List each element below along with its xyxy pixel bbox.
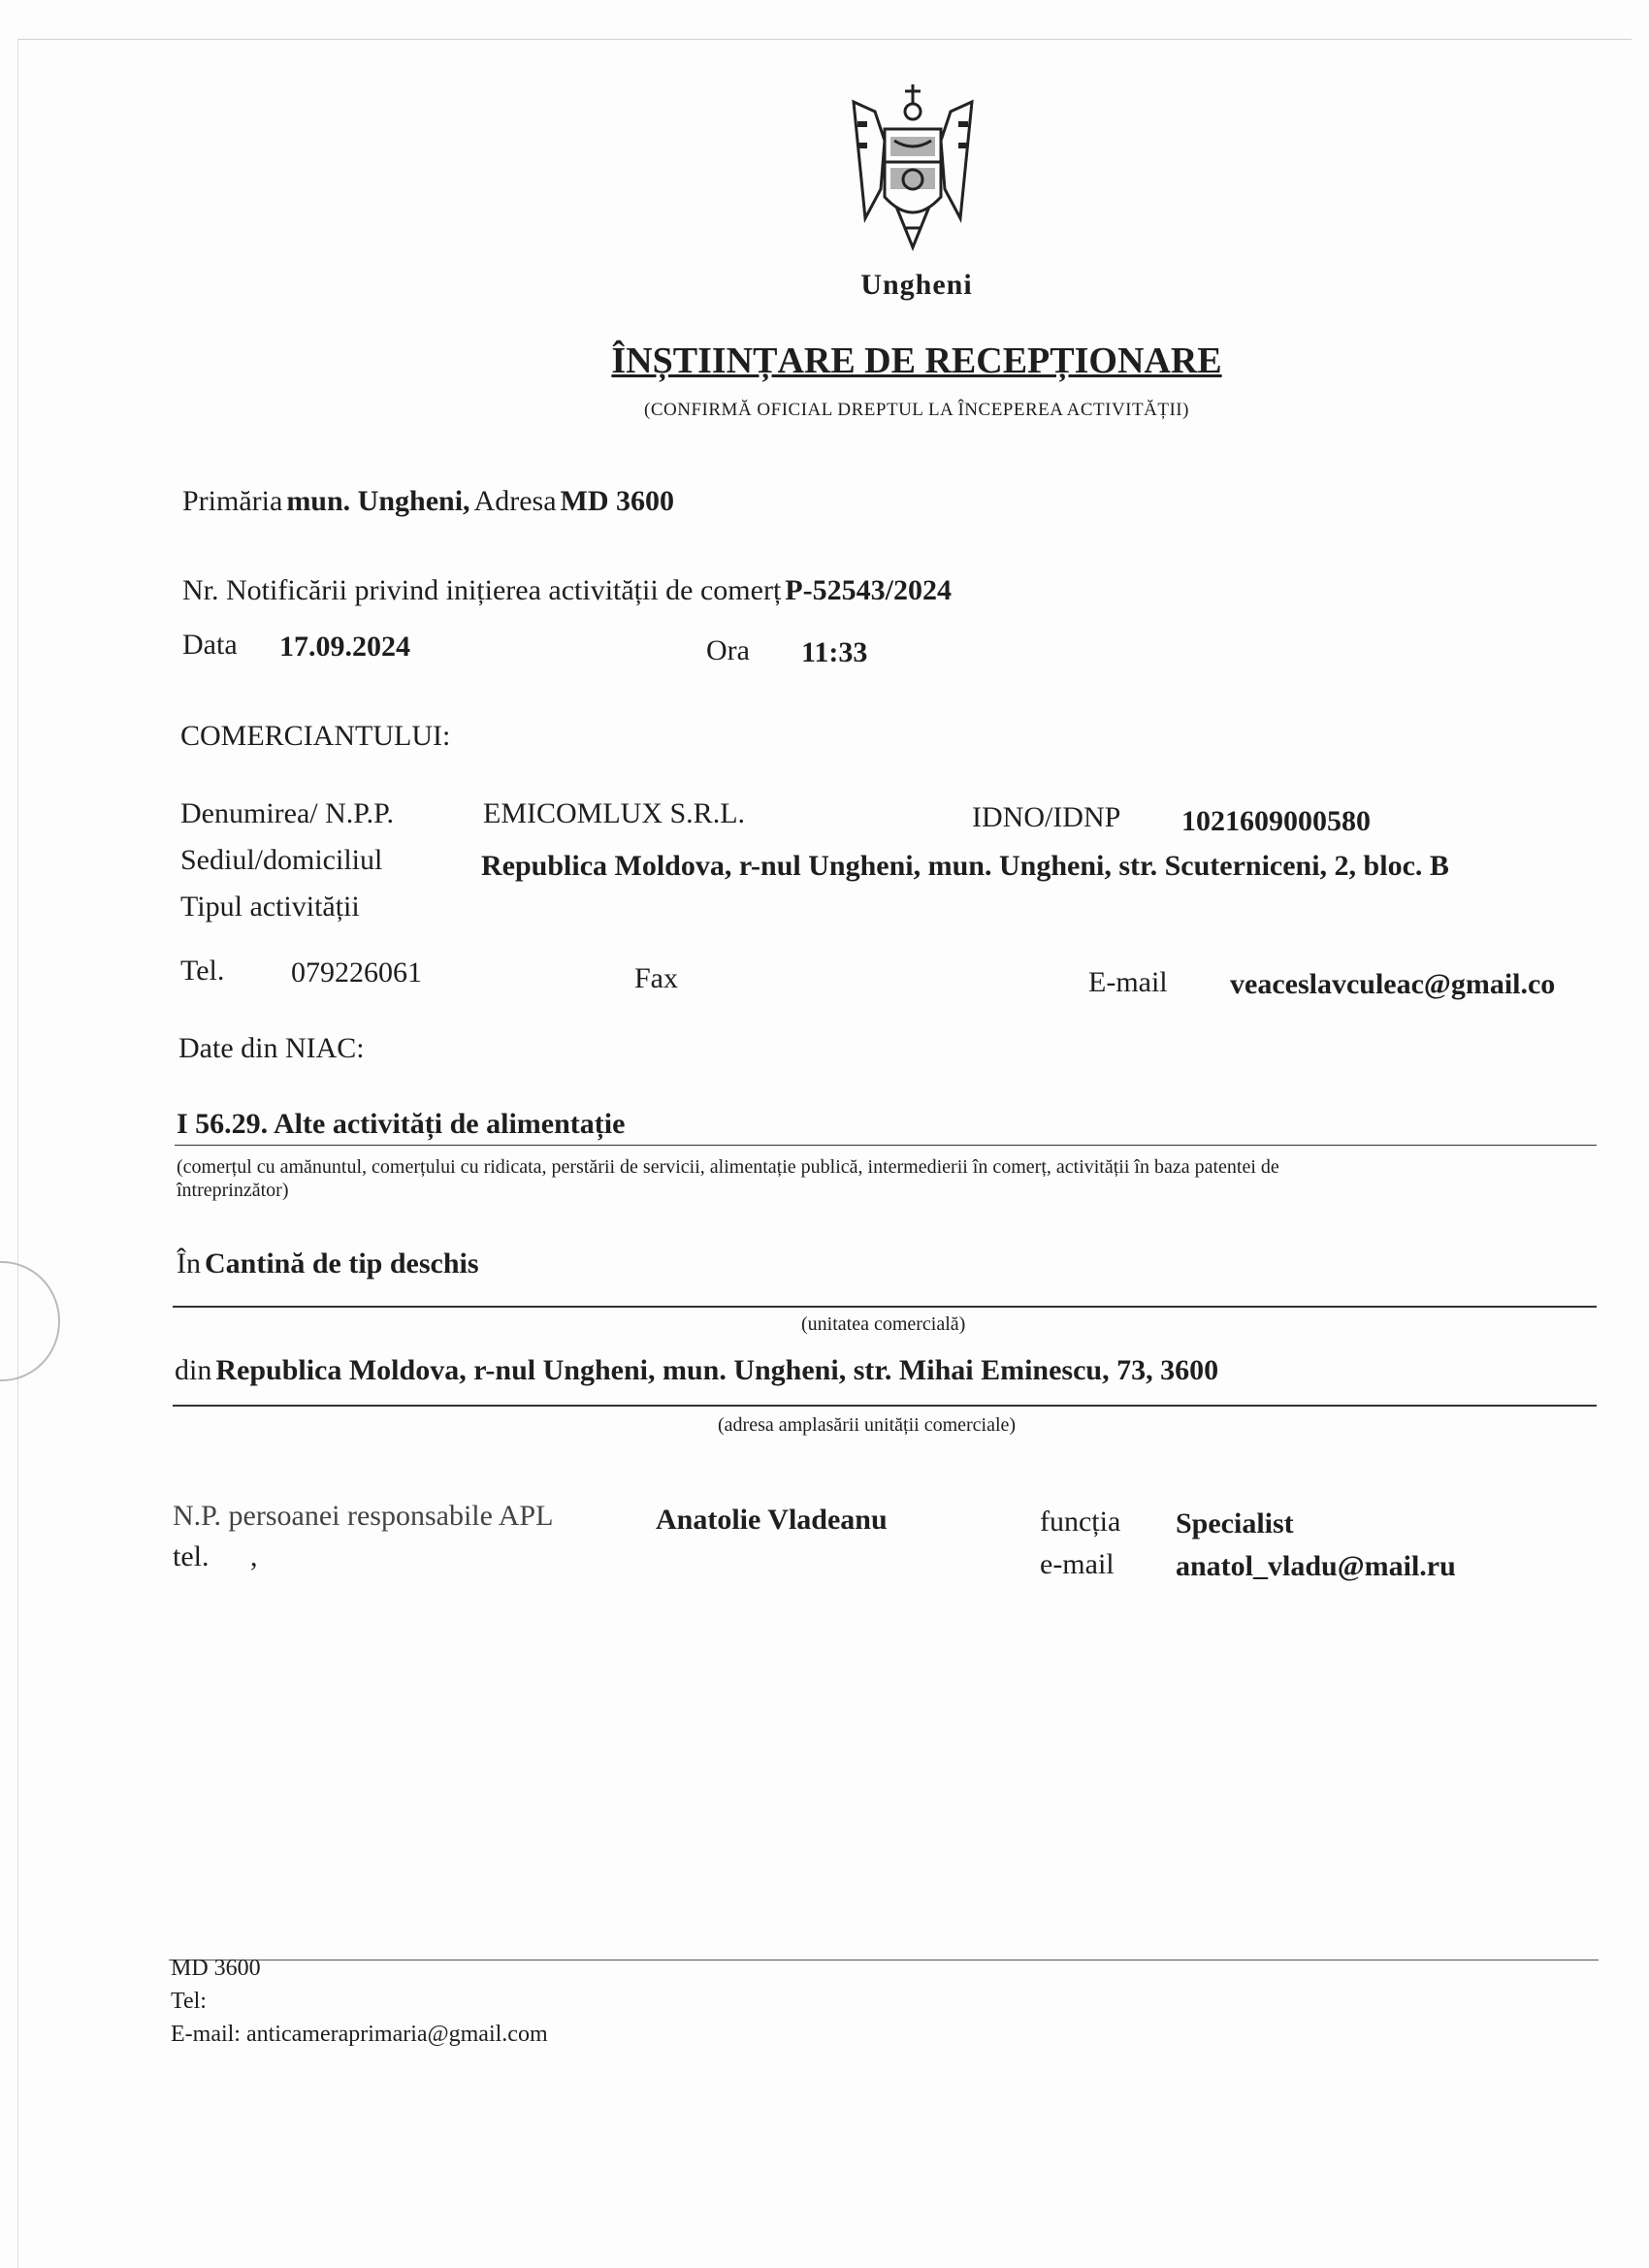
sediul-label: Sediul/domiciliul [180, 844, 383, 876]
data-label: Data [182, 629, 238, 661]
punch-hole-mark [0, 1261, 60, 1381]
responsible-email-value: anatol_vladu@mail.ru [1176, 1550, 1456, 1582]
idno-label: IDNO/IDNP [972, 801, 1121, 833]
email-label: E-mail [1088, 966, 1168, 998]
unit-prefix: În [177, 1247, 201, 1280]
unit-line [177, 1247, 479, 1280]
niac-label: Date din NIAC: [178, 1032, 365, 1064]
ora-label: Ora [706, 634, 750, 666]
data-value: 17.09.2024 [279, 631, 410, 663]
document-subtitle: (CONFIRMĂ OFICIAL DREPTUL LA ÎNCEPEREA ACTIVITĂȚII) [644, 400, 1189, 420]
primaria-label: Primăria [182, 485, 283, 517]
denumirea-value: EMICOMLUX S.R.L. [483, 797, 746, 829]
idno-value: 1021609000580 [1181, 805, 1371, 837]
fax-label: Fax [634, 962, 678, 994]
sediul-value: Republica Moldova, r-nul Ungheni, mun. Ungheni, str. Scuterniceni, 2, bloc. B [481, 850, 1449, 882]
city-name: Ungheni [860, 269, 973, 301]
niac-activity: I 56.29. Alte activități de alimentație [177, 1108, 626, 1140]
notification-number-value: P-52543/2024 [785, 574, 952, 606]
footer-email-value: anticameraprimaria@gmail.com [245, 2022, 548, 2047]
unit-rule [173, 1306, 1597, 1308]
adresa-label: Adresa [473, 485, 557, 517]
location-caption: (adresa amplasării unității comerciale) [718, 1414, 1017, 1436]
authority-line [182, 485, 674, 518]
tipul-label: Tipul activității [180, 891, 360, 923]
responsible-tel-label: tel. [173, 1540, 210, 1572]
coat-of-arms-icon [846, 82, 980, 252]
location-value: Republica Moldova, r-nul Ungheni, mun. Ungheni, str. Mihai Eminescu, 73, 3600 [215, 1354, 1219, 1386]
niac-rule [175, 1145, 1597, 1146]
location-line [175, 1354, 1218, 1387]
notification-number-label: Nr. Notificării privind inițierea activității de comerț [182, 574, 782, 606]
responsible-email-label: e-mail [1040, 1548, 1115, 1580]
footer-address: MD 3600 [171, 1956, 261, 1981]
footer-email-line [171, 2022, 548, 2048]
primaria-value: mun. Ungheni, [286, 485, 470, 517]
merchant-section-label: COMERCIANTULUI: [180, 720, 451, 752]
tel-value: 079226061 [291, 956, 422, 988]
responsible-name-value: Anatolie Vladeanu [656, 1504, 888, 1536]
denumirea-label: Denumirea/ N.P.P. [180, 797, 394, 829]
email-value: veaceslavculeac@gmail.co [1230, 968, 1556, 1000]
notification-number-line [182, 574, 952, 607]
footer-email-label: E-mail: [171, 2022, 241, 2047]
document-title: ÎNȘTIINȚARE DE RECEPȚIONARE [611, 340, 1222, 381]
unit-caption: (unitatea comercială) [801, 1313, 966, 1335]
niac-note-line1: (comerțul cu amănuntul, comerțului cu ridicata, perstării de servicii, alimentație publică, intermedierii în comerț, activității în baza patentei de [177, 1156, 1279, 1178]
tel-label: Tel. [180, 955, 225, 987]
functia-value: Specialist [1176, 1507, 1294, 1539]
location-rule [173, 1405, 1597, 1407]
footer-tel-label: Tel: [171, 1989, 207, 2014]
niac-note-line2: întreprinzător) [177, 1180, 289, 1201]
functia-label: funcția [1040, 1506, 1121, 1538]
responsible-name-label: N.P. persoanei responsabile APL [173, 1500, 554, 1532]
location-prefix: din [175, 1354, 212, 1386]
adresa-value: MD 3600 [560, 485, 674, 517]
responsible-tel-value: , [250, 1540, 258, 1572]
scan-top-edge [17, 39, 1632, 40]
ora-value: 11:33 [801, 636, 868, 668]
unit-value: Cantină de tip deschis [205, 1247, 479, 1280]
